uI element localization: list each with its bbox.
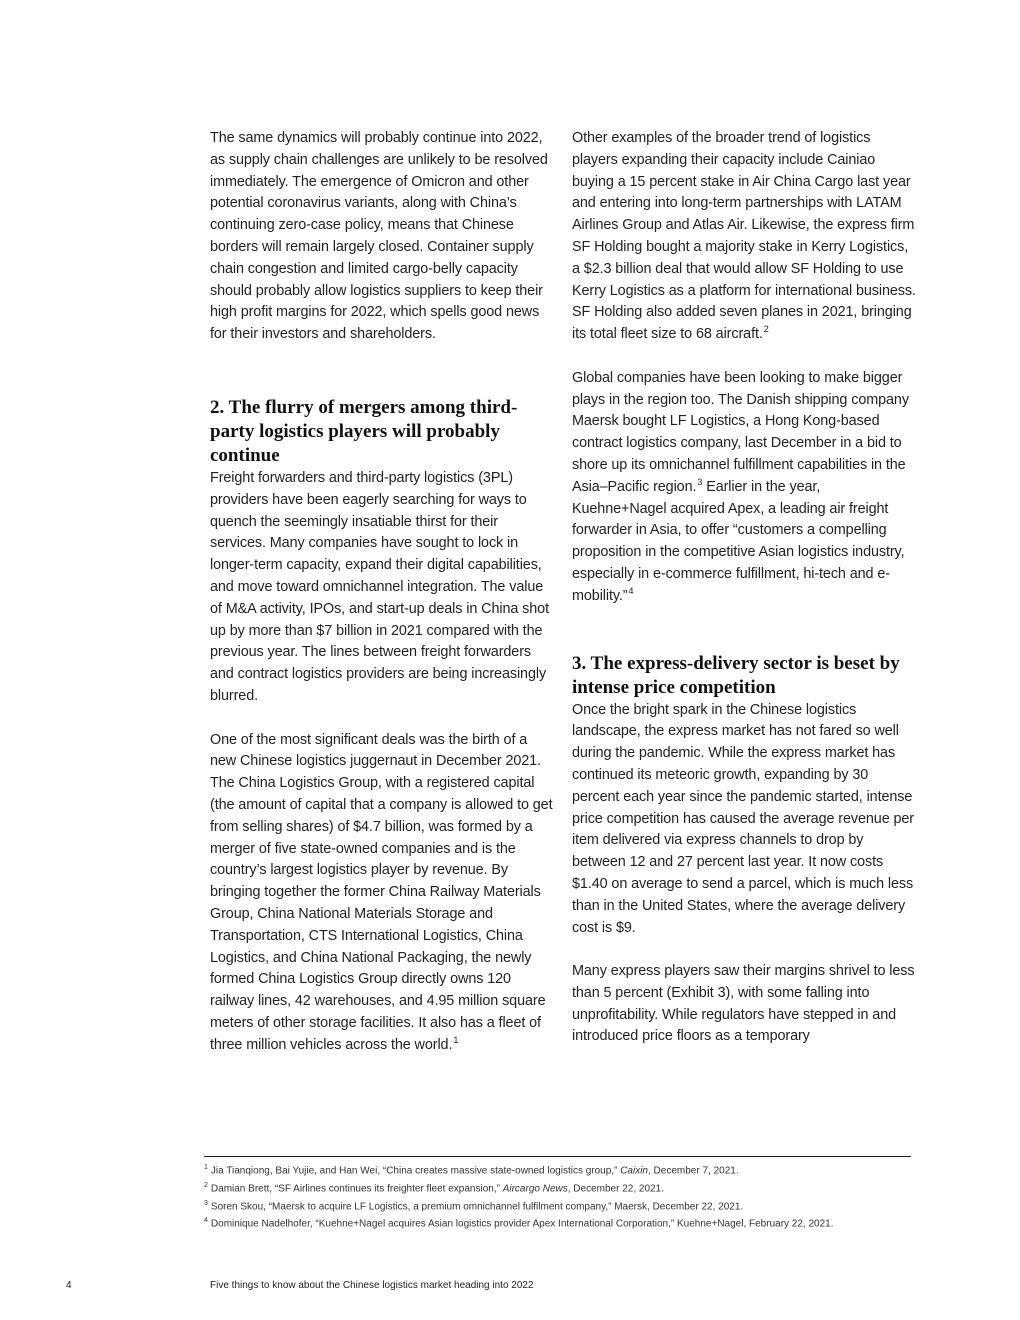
right-paragraph-1-text: Other examples of the broader trend of logistics players expanding their capacity include Cainiao buying a 15 percent stake in Air China Cargo last year and entering into long-term partnerships with LATAM Airlines Group and Atlas Air. Likewise, the express firm SF Holding bought a majority stake in Kerry Logistics, a $2.3 billion deal that would allow SF Holding to use Kerry Logistics as a platform for international business. SF Holding also added seven planes in 2021, bringing its total fleet size to 68 aircraft.	[572, 130, 916, 343]
footnote-divider	[204, 1156, 911, 1157]
footnote-text: Jia Tianqiong, Bai Yujie, and Han Wei, “China creates massive state-owned logistics group,”	[210, 1165, 621, 1177]
footnote-1	[204, 1161, 924, 1179]
footnote-tail: , December 7, 2021.	[648, 1165, 739, 1177]
right-paragraph-2-text-a: Global companies have been looking to make bigger plays in the region too. The Danish shipping company Maersk bought LF Logistics, a Hong Kong-based contract logistics company, last December in a bid to shore up its omnichannel fulfillment capabilities in the Asia–Pacific region.	[572, 369, 909, 495]
right-column	[572, 128, 917, 1048]
section-2-paragraph-2	[210, 730, 555, 1057]
footnote-ref-2[interactable]: 2	[763, 324, 769, 335]
footnote-ref-4[interactable]: 4	[628, 585, 634, 596]
footnote-2	[204, 1179, 924, 1197]
section-3-paragraph-1: Once the bright spark in the Chinese logistics landscape, the express market has not fared so well during the pandemic. While the express market has continued its meteoric growth, expanding by 30 percent each year since the pandemic started, intense price competition has caused the average revenue per item delivered via express channels to drop by between 12 and 27 percent last year. It now costs $1.40 on average to send a parcel, which is much less than in the United States, where the average delivery cost is $9.	[572, 701, 914, 936]
footnote-text: Dominique Nadelhofer, “Kuehne+Nagel acquires Asian logistics provider Apex International Corporation,” Kuehne+Nagel, February 22, 2021.	[210, 1218, 834, 1230]
footnote-source: Aircargo News	[502, 1183, 568, 1195]
right-paragraph-2-text-b: Earlier in the year, Kuehne+Nagel acquired Apex, a leading air freight forwarder in Asia, to offer “customers a compelling proposition in the competitive Asian logistics industry, especially in e-commerce fulfillment, hi-tech and e-mobility.”	[572, 478, 905, 604]
section-2-heading: 2. The flurry of mergers among third-party logistics players will probably continue	[210, 396, 518, 466]
section-2-paragraph-1: Freight forwarders and third-party logistics (3PL) providers have been eagerly searching for ways to quench the seemingly insatiable thirst for their services. Many companies have sought to lock in longer-term capacity, expand their digital capabilities, and move toward omnichannel integration. The value of M&A activity, IPOs, and start-up deals in China shot up by more than $7 billion in 2021 compared with the previous year. The lines between freight forwarders and contract logistics providers are being increasingly blurred.	[210, 469, 549, 704]
footnote-text: Soren Skou, “Maersk to acquire LF Logistics, a premium omnichannel fulfilment company,” Maersk, December 22, 2021.	[210, 1200, 744, 1212]
footnote-ref-1[interactable]: 1	[453, 1034, 459, 1045]
footnote-tail: , December 22, 2021.	[567, 1183, 664, 1195]
section-3-paragraph-2: Many express players saw their margins shrivel to less than 5 percent (Exhibit 3), with some falling into unprofitability. While regulators have stepped in and introduced price floors as a temporary	[572, 963, 915, 1045]
right-paragraph-1	[572, 128, 917, 346]
footnote-source: Caixin	[620, 1165, 648, 1177]
footnote-number: 1	[204, 1164, 208, 1171]
footnotes	[204, 1161, 924, 1232]
left-column	[210, 128, 555, 1056]
footnote-number: 3	[204, 1199, 208, 1207]
footnote-3	[204, 1197, 924, 1215]
footnote-number: 2	[204, 1181, 208, 1189]
intro-paragraph: The same dynamics will probably continue into 2022, as supply chain challenges are unlikely to be resolved immediately. The emergence of Omicron and other potential coronavirus variants, along with China’s continuing zero-case policy, means that Chinese borders will remain largely closed. Container supply chain congestion and limited cargo-belly capacity should probably allow logistics suppliers to keep their high profit margins for 2022, which spells good news for their investors and shareholders.	[210, 130, 548, 343]
footnote-ref-3[interactable]: 3	[697, 476, 703, 487]
footnote-4	[204, 1214, 924, 1232]
section-3-heading: 3. The express-delivery sector is beset by intense price competition	[572, 652, 900, 698]
footnote-text: Damian Brett, “SF Airlines continues its freighter fleet expansion,”	[210, 1183, 503, 1195]
running-title: Five things to know about the Chinese logistics market heading into 2022	[210, 1280, 534, 1291]
page-number: 4	[66, 1280, 72, 1291]
right-paragraph-2	[572, 368, 917, 608]
footnote-number: 4	[204, 1217, 208, 1225]
section-2-paragraph-2-text: One of the most significant deals was the birth of a new Chinese logistics juggernaut in December 2021. The China Logistics Group, with a registered capital (the amount of capital that a company is allowed to get from selling shares) of $4.7 billion, was formed by a merger of five state-owned companies and is the country’s largest logistics player by revenue. By bringing together the former China Railway Materials Group, China National Materials Storage and Transportation, CTS International Logistics, China Logistics, and China National Packaging, the newly formed China Logistics Group directly owns 120 railway lines, 42 warehouses, and 4.95 million square meters of other storage facilities. It also has a fleet of three million vehicles across the world.	[210, 731, 553, 1053]
